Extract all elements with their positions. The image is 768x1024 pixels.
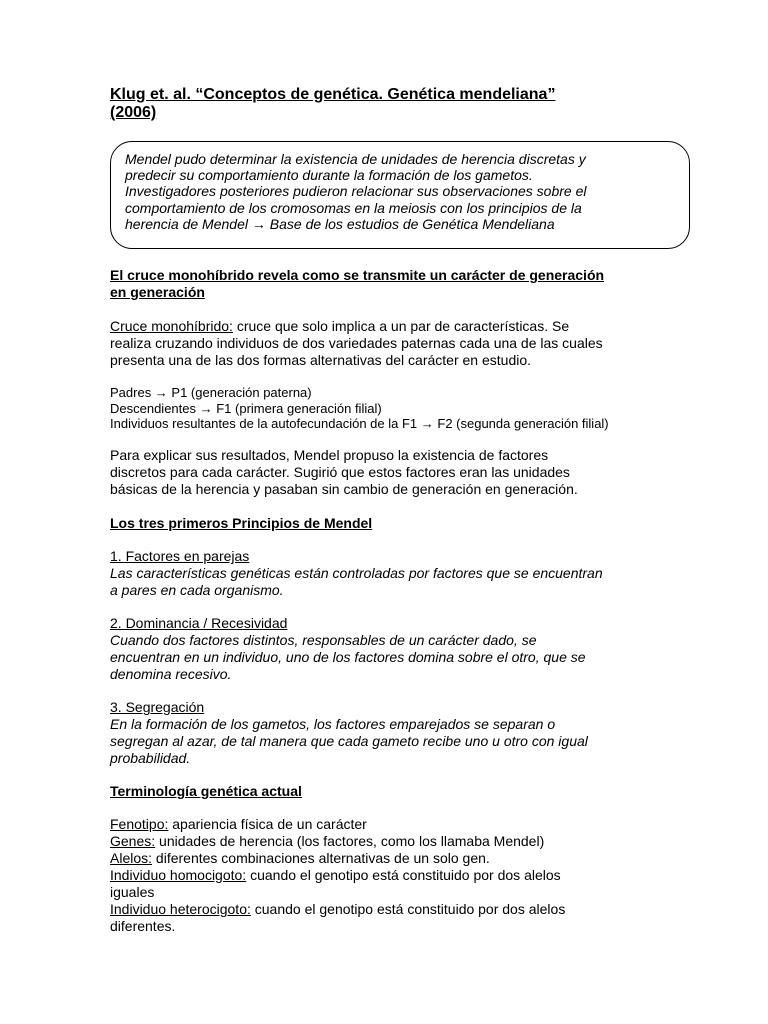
summary-box	[110, 141, 690, 249]
summary-text: herencia de Mendel	[125, 215, 248, 232]
principle-title: 1. Factores en parejas	[110, 548, 250, 564]
monohybrid-definition	[110, 318, 670, 369]
generation-item: Individuos resultantes de la autofecundación de la F1 → F2 (segunda generación filial)	[110, 416, 609, 431]
term-label: Individuo heterocigoto:	[110, 901, 251, 917]
paragraph-line: presenta una de las dos formas alternativas del carácter en estudio.	[110, 352, 532, 368]
term-definition-continued: iguales	[110, 884, 155, 900]
principle-text: denomina recesivo.	[110, 666, 232, 682]
summary-line: comportamiento de los cromosomas en la meiosis con los principios de la	[125, 199, 582, 216]
terminology-heading	[110, 783, 670, 800]
paragraph-line: básicas de la herencia y pasaban sin cambio de generación en generación.	[110, 481, 578, 497]
term-fenotipo	[110, 816, 670, 833]
term-definition: cuando el genotipo está constituido por dos alelos	[250, 901, 566, 917]
section-monohybrid-heading	[110, 267, 670, 301]
term-heterocigoto	[110, 901, 670, 918]
term-definition: cruce que solo implica a un par de características. Se	[232, 318, 570, 334]
term-definition-continued: diferentes.	[110, 918, 176, 934]
document-title	[110, 86, 650, 122]
term-genes	[110, 833, 670, 850]
summary-text: Base de los estudios de Genética Mendeliana	[269, 215, 555, 232]
term-definition: diferentes combinaciones alternativas de un solo gen.	[152, 850, 490, 866]
principles-heading	[110, 515, 670, 532]
arrow-right-icon: →	[251, 215, 266, 232]
principle-text: Cuando dos factores distintos, responsables de un carácter dado, se	[110, 632, 537, 648]
principle-1	[110, 548, 670, 599]
term-homocigoto	[110, 867, 670, 884]
summary-last-line	[125, 216, 675, 232]
term-label: Cruce monohíbrido:	[110, 318, 233, 334]
principle-3	[110, 699, 670, 767]
principle-text: En la formación de los gametos, los factores emparejados se separan o	[110, 716, 556, 732]
section-heading: El cruce monohíbrido revela como se transmite un carácter de generación	[110, 267, 605, 283]
principle-title: 2. Dominancia / Recesividad	[110, 615, 288, 631]
terminology-list	[110, 816, 670, 935]
term-label: Genes:	[110, 833, 156, 849]
mendel-factors-paragraph	[110, 447, 670, 498]
term-alelos	[110, 850, 670, 867]
term-definition: cuando el genotipo está constituido por dos alelos	[246, 867, 561, 883]
section-heading: Terminología genética actual	[110, 783, 302, 799]
principle-title: 3. Segregación	[110, 699, 205, 715]
principle-text: encuentran en un individuo, uno de los factores domina sobre el otro, que se	[110, 649, 586, 665]
principle-text: probabilidad.	[110, 750, 191, 766]
principle-text: segregan al azar, de tal manera que cada gameto recibe uno u otro con igual	[110, 733, 588, 749]
section-heading: Los tres primeros Principios de Mendel	[110, 515, 373, 531]
summary-line: Investigadores posteriores pudieron relacionar sus observaciones sobre el	[125, 183, 587, 200]
section-heading: en generación	[110, 284, 205, 300]
term-definition: apariencia física de un carácter	[168, 816, 367, 832]
title-line-2: (2006)	[110, 104, 157, 121]
term-label: Alelos:	[110, 850, 153, 866]
principle-text: Las características genéticas están controladas por factores que se encuentran	[110, 565, 603, 581]
title-line-1: Klug et. al. “Conceptos de genética. Genética mendeliana”	[110, 86, 556, 103]
paragraph-line: realiza cruzando individuos de dos variedades paternas cada una de las cuales	[110, 335, 603, 351]
generation-item: Descendientes → F1 (primera generación filial)	[110, 400, 382, 416]
summary-line: predecir su comportamiento durante la formación de los gametos.	[125, 167, 533, 184]
paragraph-line: Para explicar sus resultados, Mendel propuso la existencia de factores	[110, 447, 549, 463]
principle-text: a pares en cada organismo.	[110, 582, 284, 598]
term-definition: unidades de herencia (los factores, como los llamaba Mendel)	[155, 833, 545, 849]
summary-line: Mendel pudo determinar la existencia de unidades de herencia discretas y	[125, 151, 586, 167]
paragraph-line: discretos para cada carácter. Sugirió que estos factores eran las unidades	[110, 464, 570, 480]
generation-item: Padres → P1 (generación paterna)	[110, 385, 312, 400]
principle-2	[110, 615, 670, 683]
generations-list	[110, 385, 670, 432]
term-label: Fenotipo:	[110, 816, 169, 832]
term-label: Individuo homocigoto:	[110, 867, 247, 883]
